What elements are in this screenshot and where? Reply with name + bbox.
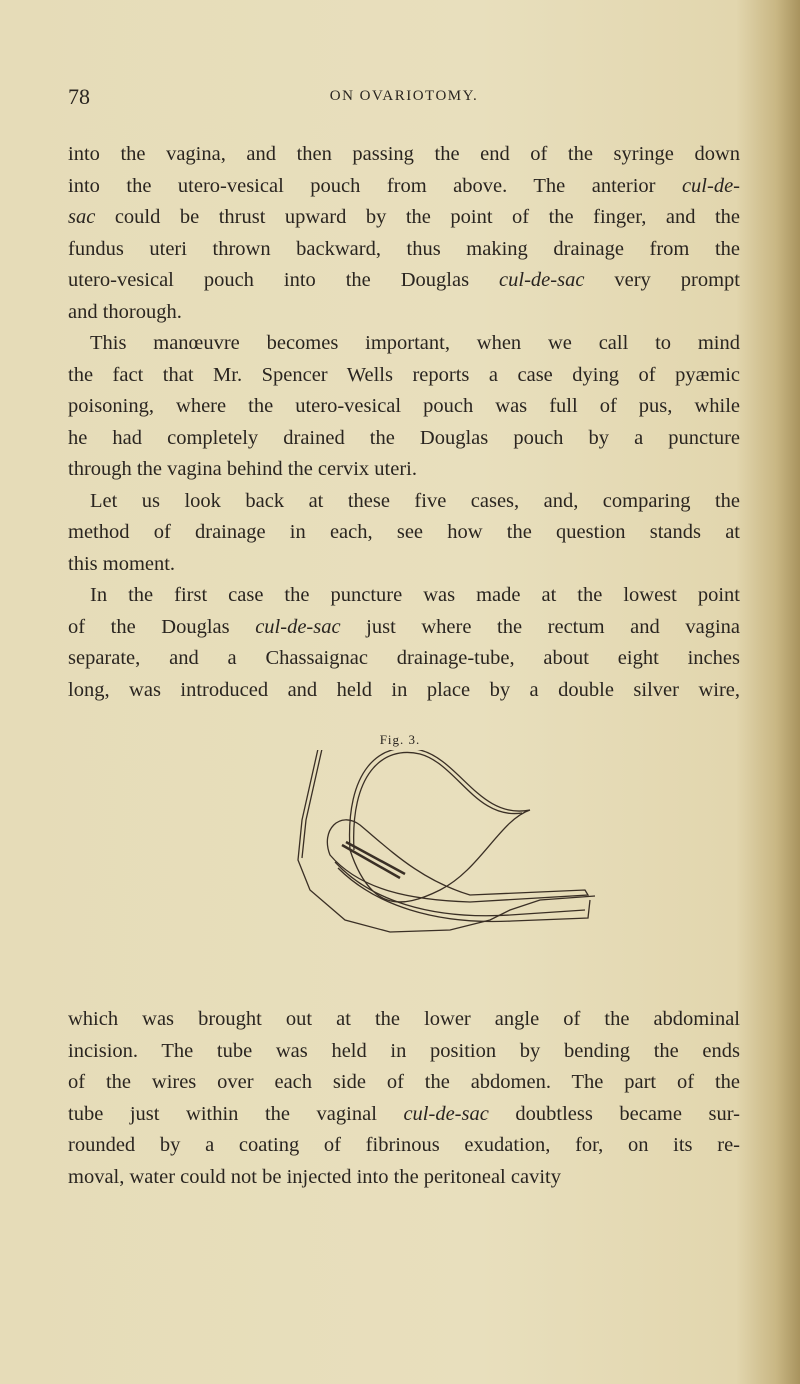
text-segment: which was brought out at the lower angle of the abdominal — [68, 1008, 740, 1030]
text-line — [68, 457, 740, 481]
text-line — [68, 268, 740, 292]
text-segment: moval, water could not be injected into the peritoneal cavity — [68, 1166, 561, 1188]
text-line — [68, 1070, 740, 1094]
text-line — [68, 174, 740, 198]
text-line — [68, 646, 740, 670]
text-line — [68, 520, 740, 544]
text-line — [90, 331, 740, 355]
italic-term: cul-de-sac — [499, 269, 585, 291]
text-segment: poisoning, where the utero-vesical pouch was full of pus, while — [68, 395, 740, 417]
text-line — [68, 1165, 740, 1189]
text-line — [68, 1007, 740, 1031]
text-segment: into the utero-vesical pouch from above. The anterior — [68, 174, 682, 197]
text-segment: of the Douglas — [68, 615, 256, 638]
page-header — [68, 84, 740, 112]
text-line — [90, 489, 740, 513]
text-line — [90, 583, 740, 607]
text-segment: This manœuvre becomes important, when we call to mind — [90, 332, 740, 354]
text-segment: of the wires over each side of the abdomen. The part of the — [68, 1071, 740, 1094]
text-segment: In the first case the puncture was made at the lowest point — [90, 584, 740, 606]
text-line — [68, 237, 740, 261]
text-segment: he had completely drained the Douglas pouch by a puncture — [68, 426, 740, 449]
text-segment: incision. The tube was held in position by bending the ends — [68, 1039, 740, 1062]
page-number: 78 — [68, 84, 90, 109]
running-title: ON OVARIOTOMY. — [329, 88, 479, 104]
text-segment: method of drainage in each, see how the question stands at — [68, 521, 740, 543]
text-line — [68, 142, 740, 166]
text-segment: could be thrust upward by the point of the finger, and the — [95, 206, 740, 228]
text-line — [68, 426, 740, 450]
text-line — [68, 615, 740, 639]
text-segment: Let us look back at these five cases, and, comparing the — [90, 489, 740, 512]
text-segment: fundus uteri thrown backward, thus making drainage from the — [68, 237, 740, 260]
italic-term: cul-de-sac — [403, 1102, 489, 1125]
text-line — [68, 552, 740, 576]
italic-term: cul-de- — [681, 174, 740, 197]
text-segment: separate, and a Chassaignac drainage-tube, about eight inches — [68, 647, 740, 669]
text-line — [68, 1039, 740, 1063]
italic-term: sac — [68, 206, 96, 228]
text-line — [68, 1102, 740, 1126]
text-segment: into the vagina, and then passing the end of the syringe down — [68, 143, 740, 165]
text-line — [68, 1133, 740, 1157]
text-segment: and thorough. — [68, 300, 182, 323]
text-segment: doubtless became sur- — [488, 1102, 740, 1125]
text-segment: tube just within the vaginal — [68, 1102, 404, 1125]
figure-3-illustration — [250, 750, 610, 940]
text-line — [68, 205, 740, 229]
text-segment: rounded by a coating of fibrinous exudation, for, on its re- — [68, 1134, 740, 1157]
text-line — [68, 300, 740, 324]
text-line — [68, 678, 740, 702]
text-segment: the fact that Mr. Spencer Wells reports a case dying of pyæmic — [68, 363, 740, 386]
text-line — [68, 394, 740, 418]
text-segment: utero-vesical pouch into the Douglas — [68, 269, 500, 291]
text-segment: through the vagina behind the cervix uteri. — [68, 458, 417, 480]
figure-caption: Fig. 3. — [379, 732, 421, 747]
italic-term: cul-de-sac — [255, 615, 341, 638]
text-segment: just where the rectum and vagina — [340, 615, 740, 638]
text-segment: very prompt — [584, 269, 740, 291]
text-segment: long, was introduced and held in place by a double silver wire, — [68, 678, 740, 701]
text-segment: this moment. — [68, 552, 176, 575]
text-line — [68, 363, 740, 387]
